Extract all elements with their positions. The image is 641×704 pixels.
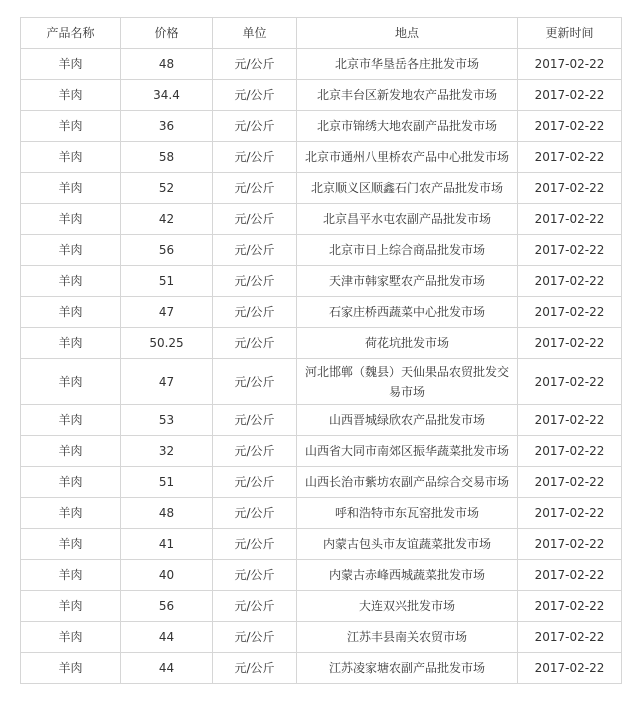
- cell-unit: 元/公斤: [213, 142, 297, 173]
- cell-unit: 元/公斤: [213, 235, 297, 266]
- cell-product: 羊肉: [21, 142, 121, 173]
- table-row: [21, 297, 622, 328]
- cell-location: 北京丰台区新发地农产品批发市场: [297, 80, 518, 111]
- cell-date: 2017-02-22: [518, 359, 622, 405]
- table-row: [21, 328, 622, 359]
- cell-location: 北京市锦绣大地农副产品批发市场: [297, 111, 518, 142]
- cell-product: 羊肉: [21, 622, 121, 653]
- cell-unit: 元/公斤: [213, 591, 297, 622]
- cell-product: 羊肉: [21, 436, 121, 467]
- cell-product: 羊肉: [21, 560, 121, 591]
- table-row: [21, 405, 622, 436]
- cell-unit: 元/公斤: [213, 405, 297, 436]
- cell-unit: 元/公斤: [213, 622, 297, 653]
- cell-date: 2017-02-22: [518, 436, 622, 467]
- cell-product: 羊肉: [21, 328, 121, 359]
- table-row: [21, 142, 622, 173]
- cell-product: 羊肉: [21, 204, 121, 235]
- cell-location: 荷花坑批发市场: [297, 328, 518, 359]
- table-row: [21, 653, 622, 684]
- cell-price: 36: [121, 111, 213, 142]
- cell-price: 53: [121, 405, 213, 436]
- cell-unit: 元/公斤: [213, 498, 297, 529]
- cell-date: 2017-02-22: [518, 235, 622, 266]
- cell-location: 天津市韩家墅农产品批发市场: [297, 266, 518, 297]
- cell-unit: 元/公斤: [213, 266, 297, 297]
- table-row: [21, 204, 622, 235]
- cell-product: 羊肉: [21, 80, 121, 111]
- cell-date: 2017-02-22: [518, 405, 622, 436]
- cell-unit: 元/公斤: [213, 204, 297, 235]
- table-row: [21, 266, 622, 297]
- header-date: 更新时间: [518, 18, 622, 49]
- cell-price: 42: [121, 204, 213, 235]
- cell-product: 羊肉: [21, 653, 121, 684]
- cell-location: 山西长治市紫坊农副产品综合交易市场: [297, 467, 518, 498]
- cell-date: 2017-02-22: [518, 266, 622, 297]
- cell-price: 56: [121, 591, 213, 622]
- cell-location: 北京市通州八里桥农产品中心批发市场: [297, 142, 518, 173]
- cell-unit: 元/公斤: [213, 49, 297, 80]
- cell-product: 羊肉: [21, 405, 121, 436]
- cell-unit: 元/公斤: [213, 529, 297, 560]
- cell-price: 44: [121, 622, 213, 653]
- cell-location: 北京顺义区顺鑫石门农产品批发市场: [297, 173, 518, 204]
- cell-location: 河北邯郸（魏县）天仙果品农贸批发交易市场: [297, 359, 518, 405]
- cell-date: 2017-02-22: [518, 142, 622, 173]
- cell-date: 2017-02-22: [518, 80, 622, 111]
- cell-price: 58: [121, 142, 213, 173]
- cell-date: 2017-02-22: [518, 49, 622, 80]
- table-row: [21, 235, 622, 266]
- cell-location: 江苏丰县南关农贸市场: [297, 622, 518, 653]
- cell-unit: 元/公斤: [213, 297, 297, 328]
- cell-location: 大连双兴批发市场: [297, 591, 518, 622]
- cell-product: 羊肉: [21, 529, 121, 560]
- cell-price: 52: [121, 173, 213, 204]
- price-table-container: [20, 17, 622, 684]
- table-row: [21, 49, 622, 80]
- table-row: [21, 436, 622, 467]
- cell-price: 51: [121, 266, 213, 297]
- cell-date: 2017-02-22: [518, 529, 622, 560]
- cell-price: 48: [121, 498, 213, 529]
- cell-date: 2017-02-22: [518, 467, 622, 498]
- cell-product: 羊肉: [21, 266, 121, 297]
- cell-product: 羊肉: [21, 467, 121, 498]
- cell-date: 2017-02-22: [518, 173, 622, 204]
- header-product: 产品名称: [21, 18, 121, 49]
- header-location: 地点: [297, 18, 518, 49]
- cell-product: 羊肉: [21, 235, 121, 266]
- table-row: [21, 467, 622, 498]
- cell-location: 内蒙古包头市友谊蔬菜批发市场: [297, 529, 518, 560]
- cell-unit: 元/公斤: [213, 111, 297, 142]
- table-row: [21, 591, 622, 622]
- cell-price: 44: [121, 653, 213, 684]
- cell-date: 2017-02-22: [518, 622, 622, 653]
- cell-unit: 元/公斤: [213, 80, 297, 111]
- cell-price: 56: [121, 235, 213, 266]
- cell-product: 羊肉: [21, 297, 121, 328]
- cell-location: 山西晋城绿欣农产品批发市场: [297, 405, 518, 436]
- cell-price: 48: [121, 49, 213, 80]
- cell-product: 羊肉: [21, 591, 121, 622]
- cell-unit: 元/公斤: [213, 560, 297, 591]
- cell-date: 2017-02-22: [518, 297, 622, 328]
- cell-unit: 元/公斤: [213, 328, 297, 359]
- cell-product: 羊肉: [21, 173, 121, 204]
- header-price: 价格: [121, 18, 213, 49]
- cell-date: 2017-02-22: [518, 498, 622, 529]
- cell-unit: 元/公斤: [213, 173, 297, 204]
- cell-price: 32: [121, 436, 213, 467]
- cell-unit: 元/公斤: [213, 359, 297, 405]
- cell-price: 50.25: [121, 328, 213, 359]
- cell-location: 北京市华垦岳各庄批发市场: [297, 49, 518, 80]
- cell-location: 北京昌平水屯农副产品批发市场: [297, 204, 518, 235]
- table-row: [21, 80, 622, 111]
- cell-date: 2017-02-22: [518, 204, 622, 235]
- cell-location: 北京市日上综合商品批发市场: [297, 235, 518, 266]
- price-table: [20, 17, 622, 684]
- table-row: [21, 173, 622, 204]
- cell-price: 47: [121, 297, 213, 328]
- cell-product: 羊肉: [21, 49, 121, 80]
- cell-product: 羊肉: [21, 359, 121, 405]
- cell-location: 呼和浩特市东瓦窑批发市场: [297, 498, 518, 529]
- table-row: [21, 498, 622, 529]
- cell-date: 2017-02-22: [518, 328, 622, 359]
- cell-location: 江苏凌家塘农副产品批发市场: [297, 653, 518, 684]
- cell-unit: 元/公斤: [213, 436, 297, 467]
- cell-price: 51: [121, 467, 213, 498]
- cell-product: 羊肉: [21, 111, 121, 142]
- table-row: [21, 622, 622, 653]
- cell-date: 2017-02-22: [518, 653, 622, 684]
- table-row: [21, 560, 622, 591]
- cell-date: 2017-02-22: [518, 591, 622, 622]
- cell-unit: 元/公斤: [213, 467, 297, 498]
- cell-date: 2017-02-22: [518, 560, 622, 591]
- cell-unit: 元/公斤: [213, 653, 297, 684]
- table-header-row: [21, 18, 622, 49]
- cell-price: 41: [121, 529, 213, 560]
- table-row: [21, 111, 622, 142]
- cell-location: 内蒙古赤峰西城蔬菜批发市场: [297, 560, 518, 591]
- cell-location: 山西省大同市南郊区振华蔬菜批发市场: [297, 436, 518, 467]
- cell-price: 34.4: [121, 80, 213, 111]
- table-row: [21, 529, 622, 560]
- cell-price: 40: [121, 560, 213, 591]
- cell-date: 2017-02-22: [518, 111, 622, 142]
- cell-product: 羊肉: [21, 498, 121, 529]
- table-row: [21, 359, 622, 405]
- cell-location: 石家庄桥西蔬菜中心批发市场: [297, 297, 518, 328]
- cell-price: 47: [121, 359, 213, 405]
- header-unit: 单位: [213, 18, 297, 49]
